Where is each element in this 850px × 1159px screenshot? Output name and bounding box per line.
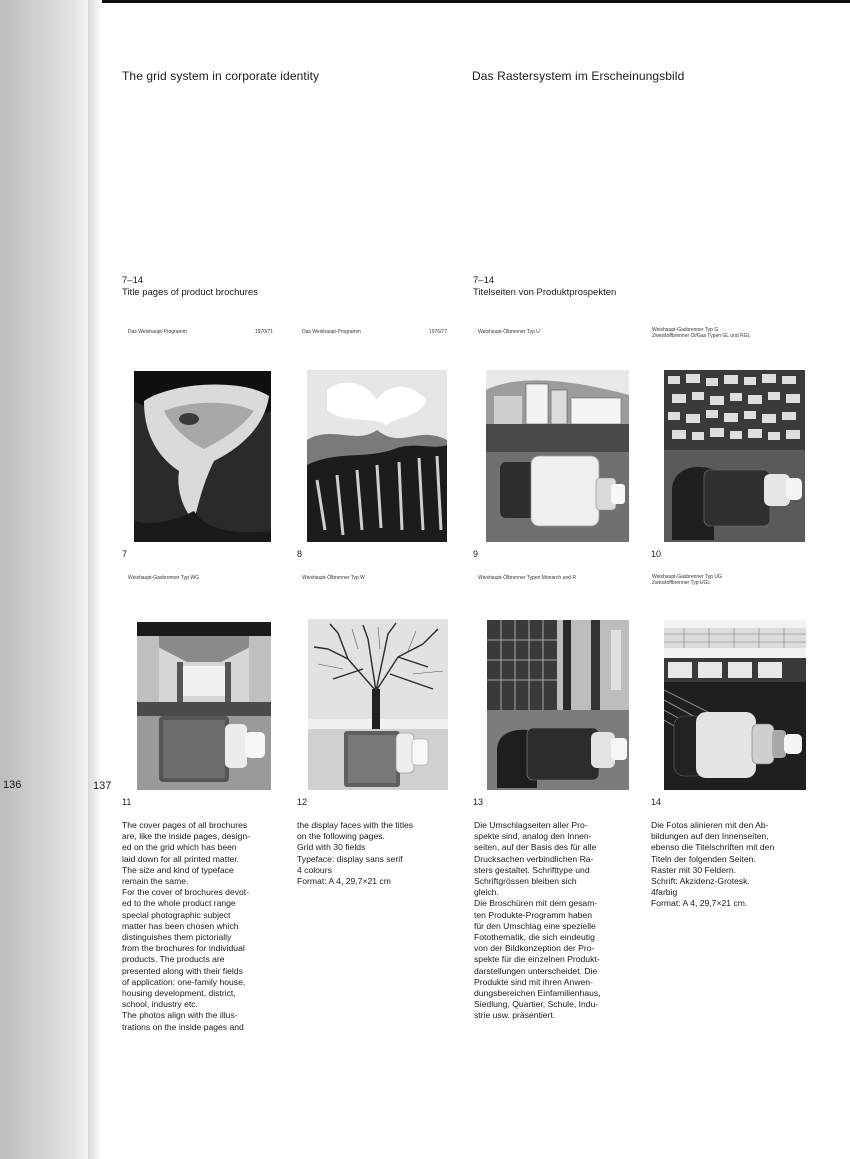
- brochure-cover-13: [474, 570, 630, 792]
- photo-school-burner: [137, 622, 271, 790]
- facing-page-edge: [0, 0, 88, 1159]
- figure-number-9: 9: [473, 549, 479, 559]
- brochure-caption: Das Weishaupt-Programm: [302, 329, 361, 335]
- brochure-cover-10: [648, 322, 808, 545]
- brochure-year: 1976/77: [428, 329, 447, 335]
- brochure-caption: Weishaupt-Ölbrenner Typ W: [302, 575, 365, 581]
- brochure-cover-8: [298, 324, 453, 545]
- figure-number-13: 13: [473, 797, 484, 807]
- right-running-header: Das Rastersystem im Erscheinungsbild: [472, 69, 685, 83]
- brochure-cover-11: [124, 570, 279, 792]
- left-running-header: The grid system in corporate identity: [122, 69, 320, 83]
- photo-flame: [134, 371, 271, 542]
- section-range-de: 7–14: [473, 275, 495, 286]
- figure-number-10: 10: [651, 549, 662, 559]
- photo-building-trees-burner: [487, 620, 629, 790]
- brochure-caption: Das Weishaupt-Programm: [128, 329, 187, 335]
- body-text-de-col1: Die Umschlagseiten aller Pro- spekte sind, analog den Innen- seiten, auf der Basis des für alle Drucksachen verbindlichen Ra- sters gestaltet. Schrifttype und Schriftgrössen bleiben sich gleich. Die Broschüren mit dem gesam- ten Produkte-Programm haben für den Umschlag eine spezielle Fotothematik, die sich eindeutig von der Bildkonzeption der Pro- spekte für die einzelnen Produkt- darstellungen unterscheidet. Die Produkte sind mit ihren Anwen- dungsbereichen Einfamilienhaus, Siedlung, Quartier, Schule, Indu- strie usw. präsentiert.: [474, 820, 601, 1021]
- photo-city-burner: [486, 370, 629, 542]
- brochure-year: 1970/71: [254, 329, 273, 335]
- figure-number-14: 14: [651, 797, 662, 807]
- top-edge: [0, 0, 850, 3]
- body-text-de-col2: Die Fotos alinieren mit den Ab- bildungen auf den Innenseiten, ebenso die Titelschriften mit den Titeln der folgenden Seiten. Raster mit 30 Feldern. Schrift: Akzidenz-Grotesk. 4farbig Format: A 4, 29,7×21 cm.: [651, 820, 775, 909]
- brochure-cover-7: [124, 324, 279, 545]
- figure-number-7: 7: [122, 549, 128, 559]
- photo-volcano: [307, 370, 447, 542]
- brochure-caption: Weishaupt-Gasbrenner Typ G Zweistoffbrenner Öl/Gas Typen GL und RGL: [652, 327, 751, 339]
- figure-number-8: 8: [297, 549, 303, 559]
- brochure-cover-14: [648, 569, 810, 792]
- brochure-cover-9: [474, 324, 630, 545]
- brochure-caption: Weishaupt-Gasbrenner Typ WG: [128, 575, 199, 581]
- body-text-en-col1: The cover pages of all brochures are, like the inside pages, design- ed on the grid which has been laid down for all printed matter. The size and kind of typeface remain the same. For the cover of brochures devot- ed to the whole product range special photographic subject matter has been chosen which distinguishes them pictorially from the brochures for individual products. The products are presented along with their fields of application: one-family house, housing development, district, school, industry etc. The photos align with the illus- trations on the inside pages and: [122, 820, 251, 1032]
- photo-tree-burner: [308, 619, 448, 790]
- body-text-en-col2: the display faces with the titles on the following pages. Grid with 30 fields Typeface: display sans serif 4 colours Format: A 4, 29,7×21 cm: [297, 820, 414, 887]
- brochure-caption: Weishaupt-Gasbrenner Typ UG Zweistoffbrenner Typ UGL: [652, 574, 722, 586]
- figure-number-12: 12: [297, 797, 308, 807]
- brochure-caption: Weishaupt-Ölbrenner Typen Monarch und R: [478, 575, 576, 581]
- figure-number-11: 11: [122, 797, 132, 807]
- section-title-en: Title pages of product brochures: [122, 287, 258, 298]
- section-title-de: Titelseiten von Produktprospekten: [473, 287, 617, 298]
- section-range-en: 7–14: [122, 275, 144, 286]
- brochure-caption: Weishaupt-Ölbrenner Typ U: [478, 329, 540, 335]
- photo-housing-burner: [664, 370, 805, 542]
- page-number-right: 137: [93, 780, 112, 792]
- photo-industry-burner: [664, 620, 806, 790]
- brochure-cover-12: [298, 570, 453, 792]
- book-gutter: [88, 0, 102, 1159]
- page-number-left: 136: [3, 779, 22, 791]
